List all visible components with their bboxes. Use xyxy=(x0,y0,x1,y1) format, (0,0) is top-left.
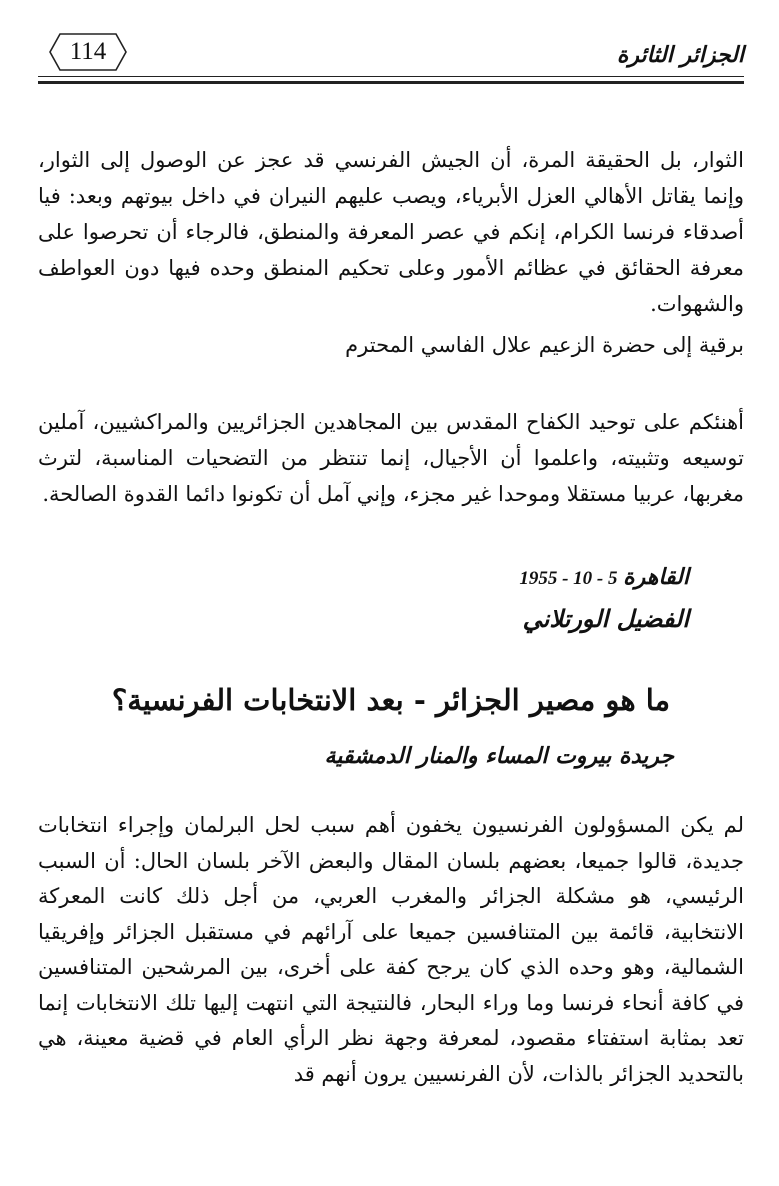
header-rule-thick xyxy=(38,81,744,84)
signature-place: القاهرة xyxy=(623,564,689,590)
signature-date: 1955 - 10 - 5 xyxy=(519,568,618,589)
article-title: ما هو مصير الجزائر - بعد الانتخابات الفرنسية؟ xyxy=(111,683,671,717)
signature-place-date xyxy=(519,564,689,590)
telegram-heading: برقية إلى حضرة الزعيم علال الفاسي المحترم xyxy=(345,333,744,357)
signature-name: الفضيل الورتلاني xyxy=(522,604,689,633)
header-rule-thin xyxy=(38,76,744,77)
paragraph-1: الثوار، بل الحقيقة المرة، أن الجيش الفرنسي قد عجز عن الوصول إلى الثوار، وإنما يقاتل الأهالي العزل الأبرياء، ويصب عليهم النيران في داخل بيوتهم وبعد: فيا أصدقاء فرنسا الكرام، إنكم في عصر المعرفة والمنطق، فالرجاء أن تحرصوا على معرفة الحقائق في عظائم الأمور وعلى تحكيم المنطق وحده فيها دون العواطف والشهوات. xyxy=(38,148,744,316)
article-body: لم يكن المسؤولون الفرنسيون يخفون أهم سبب لحل البرلمان وإجراء انتخابات جديدة، قالوا جميعا، بعضهم بلسان المقال والبعض الآخر بلسان الحال: أن السبب الرئيسي، هو مشكلة الجزائر والمغرب العربي، من أجل ذلك كانت المعركة الانتخابية، قائمة بين المتنافسين جميعا على آرائهم في مستقبل الجزائر وإفريقيا الشمالية، وهو وحده الذي كان يرجح كفة على أخرى، بين المرشحين المتنافسين في كافة أنحاء فرنسا وما وراء البحار، فالنتيجة التي انتهت إليها تلك الانتخابات إنما تعد بمثابة استفتاء مقصود، لمعرفة وجهة نظر الرأي العام في قضية معينة، هي بالتحديد الجزائر بالذات، لأن الفرنسيين يرون أنهم قد xyxy=(38,813,744,1086)
page-header xyxy=(38,28,744,84)
page-number: 114 xyxy=(69,38,107,65)
article-source: جريدة بيروت المساء والمنار الدمشقية xyxy=(324,743,674,769)
telegram-body: أهنئكم على توحيد الكفاح المقدس بين المجاهدين الجزائريين والمراكشيين، آملين توسيعه وتثبيته، واعلموا أن الأجيال، إنما تنتظر من التضحيات المناسبة، لترث مغربها، عربيا مستقلا وموحدا غير مجزء، وإني آمل أن تكونوا دائما القدوة الصالحة. xyxy=(38,410,744,506)
running-title: الجزائر الثائرة xyxy=(616,42,744,68)
page-number-badge xyxy=(48,32,128,72)
